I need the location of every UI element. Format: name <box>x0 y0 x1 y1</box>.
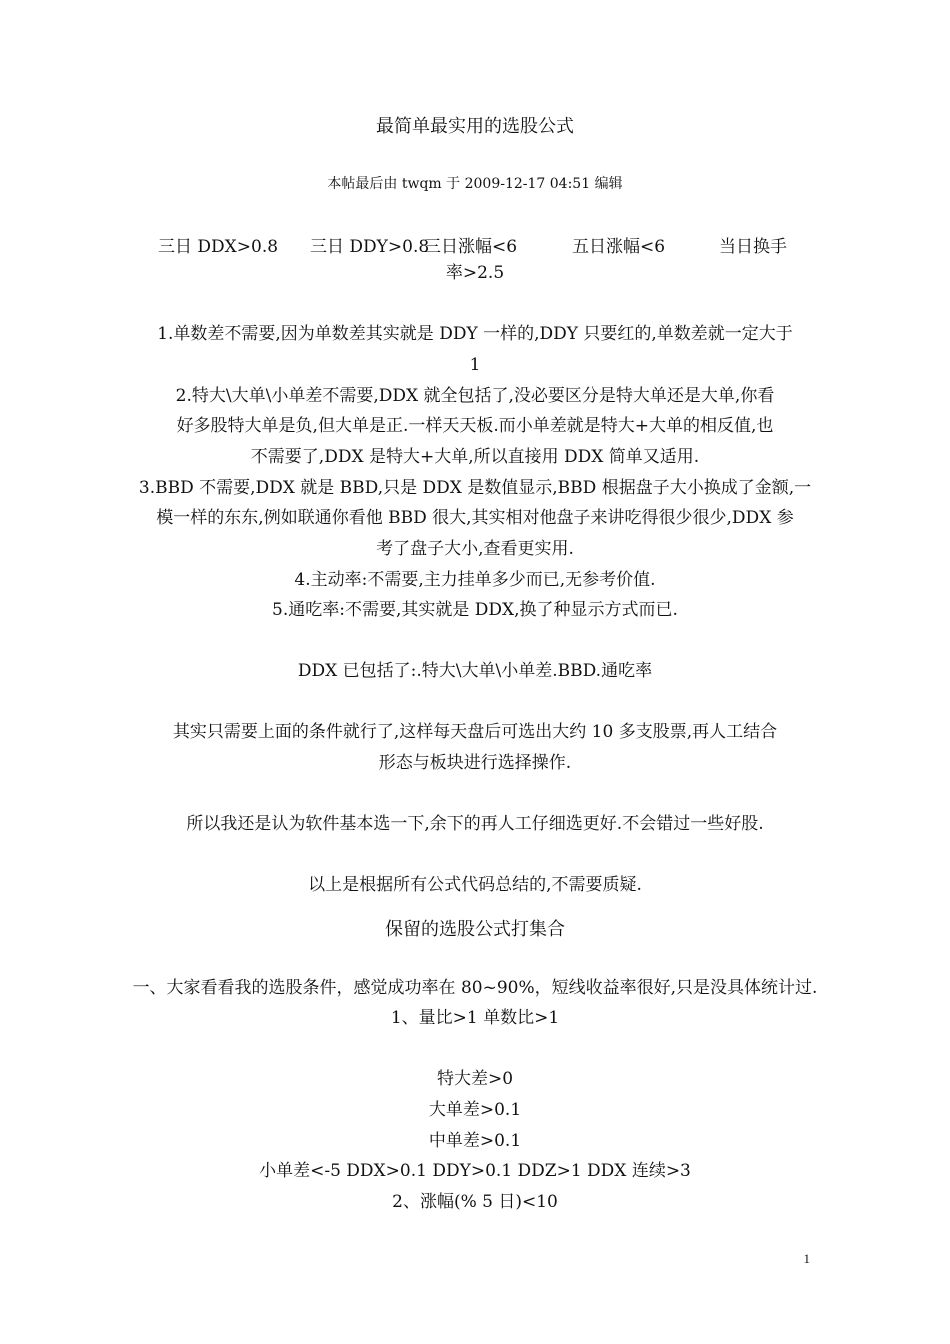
point-line: 1 <box>469 355 481 375</box>
criteria-line: 中单差>0.1 <box>428 1131 522 1151</box>
point-line: 考了盘子大小,查看更实用. <box>376 539 574 559</box>
section-title: 保留的选股公式打集合 <box>385 919 565 940</box>
criteria-line: 小单差<-5 DDX>0.1 DDY>0.1 DDZ>1 DDX 连续>3 <box>259 1161 691 1181</box>
section-intro: 一、大家看看我的选股条件，感觉成功率在 80~90%，短线收益率很好,只是没具体统计过. <box>132 978 818 998</box>
edit-note: 本帖最后由 twqm 于 2009-12-17 04:51 编辑 <box>327 176 623 192</box>
criteria-line: 1、量比>1 单数比>1 <box>390 1008 560 1028</box>
point-line: 不需要了,DDX 是特大+大单,所以直接用 DDX 简单又适用. <box>250 447 700 467</box>
point-line: 模一样的东东,例如联通你看他 BBD 很大,其实相对他盘子来讲吃得很少很少,DDX 参 <box>156 508 794 528</box>
point-line: 5.通吃率:不需要,其实就是 DDX,换了种显示方式而已. <box>272 600 678 620</box>
point-line: 3.BBD 不需要,DDX 就是 BBD,只是 DDX 是数值显示,BBD 根据盘子大小换成了金额,一 <box>138 478 812 498</box>
condition-item: 三日 DDX>0.8 <box>158 237 279 257</box>
point-line: 2.特大\大单\小单差不需要,DDX 就全包括了,没必要区分是特大单还是大单,你看 <box>175 386 775 406</box>
point-line: 4.主动率:不需要,主力挂单多少而已,无参考价值. <box>294 570 656 590</box>
ddx-summary: DDX 已包括了:.特大\大单\小单差.BBD.通吃率 <box>297 661 653 681</box>
conditions-continuation: 率>2.5 <box>445 263 505 283</box>
criteria-line: 大单差>0.1 <box>428 1100 522 1120</box>
conclusion-line: 形态与板块进行选择操作. <box>378 753 572 773</box>
condition-item: 三日 DDY>0.8 <box>310 237 430 257</box>
opinion-text: 所以我还是认为软件基本选一下,余下的再人工仔细选更好.不会错过一些好股. <box>186 814 764 834</box>
condition-item: 当日换手 <box>719 237 787 257</box>
conclusion-line: 其实只需要上面的条件就行了,这样每天盘后可选出大约 10 多支股票,再人工结合 <box>172 722 778 742</box>
point-line: 好多股特大单是负,但大单是正.一样天天板.而小单差就是特大+大单的相反值,也 <box>176 416 774 436</box>
criteria-line: 2、涨幅(% 5 日)<10 <box>392 1192 558 1212</box>
condition-item: 三日涨幅<6 <box>424 237 518 257</box>
document-title: 最简单最实用的选股公式 <box>376 116 574 137</box>
point-line: 1.单数差不需要,因为单数差其实就是 DDY 一样的,DDY 只要红的,单数差就一定大于 <box>157 324 793 344</box>
basis-text: 以上是根据所有公式代码总结的,不需要质疑. <box>308 875 642 895</box>
page-number: 1 <box>803 1251 810 1266</box>
condition-item: 五日涨幅<6 <box>572 237 666 257</box>
criteria-line: 特大差>0 <box>436 1069 514 1089</box>
